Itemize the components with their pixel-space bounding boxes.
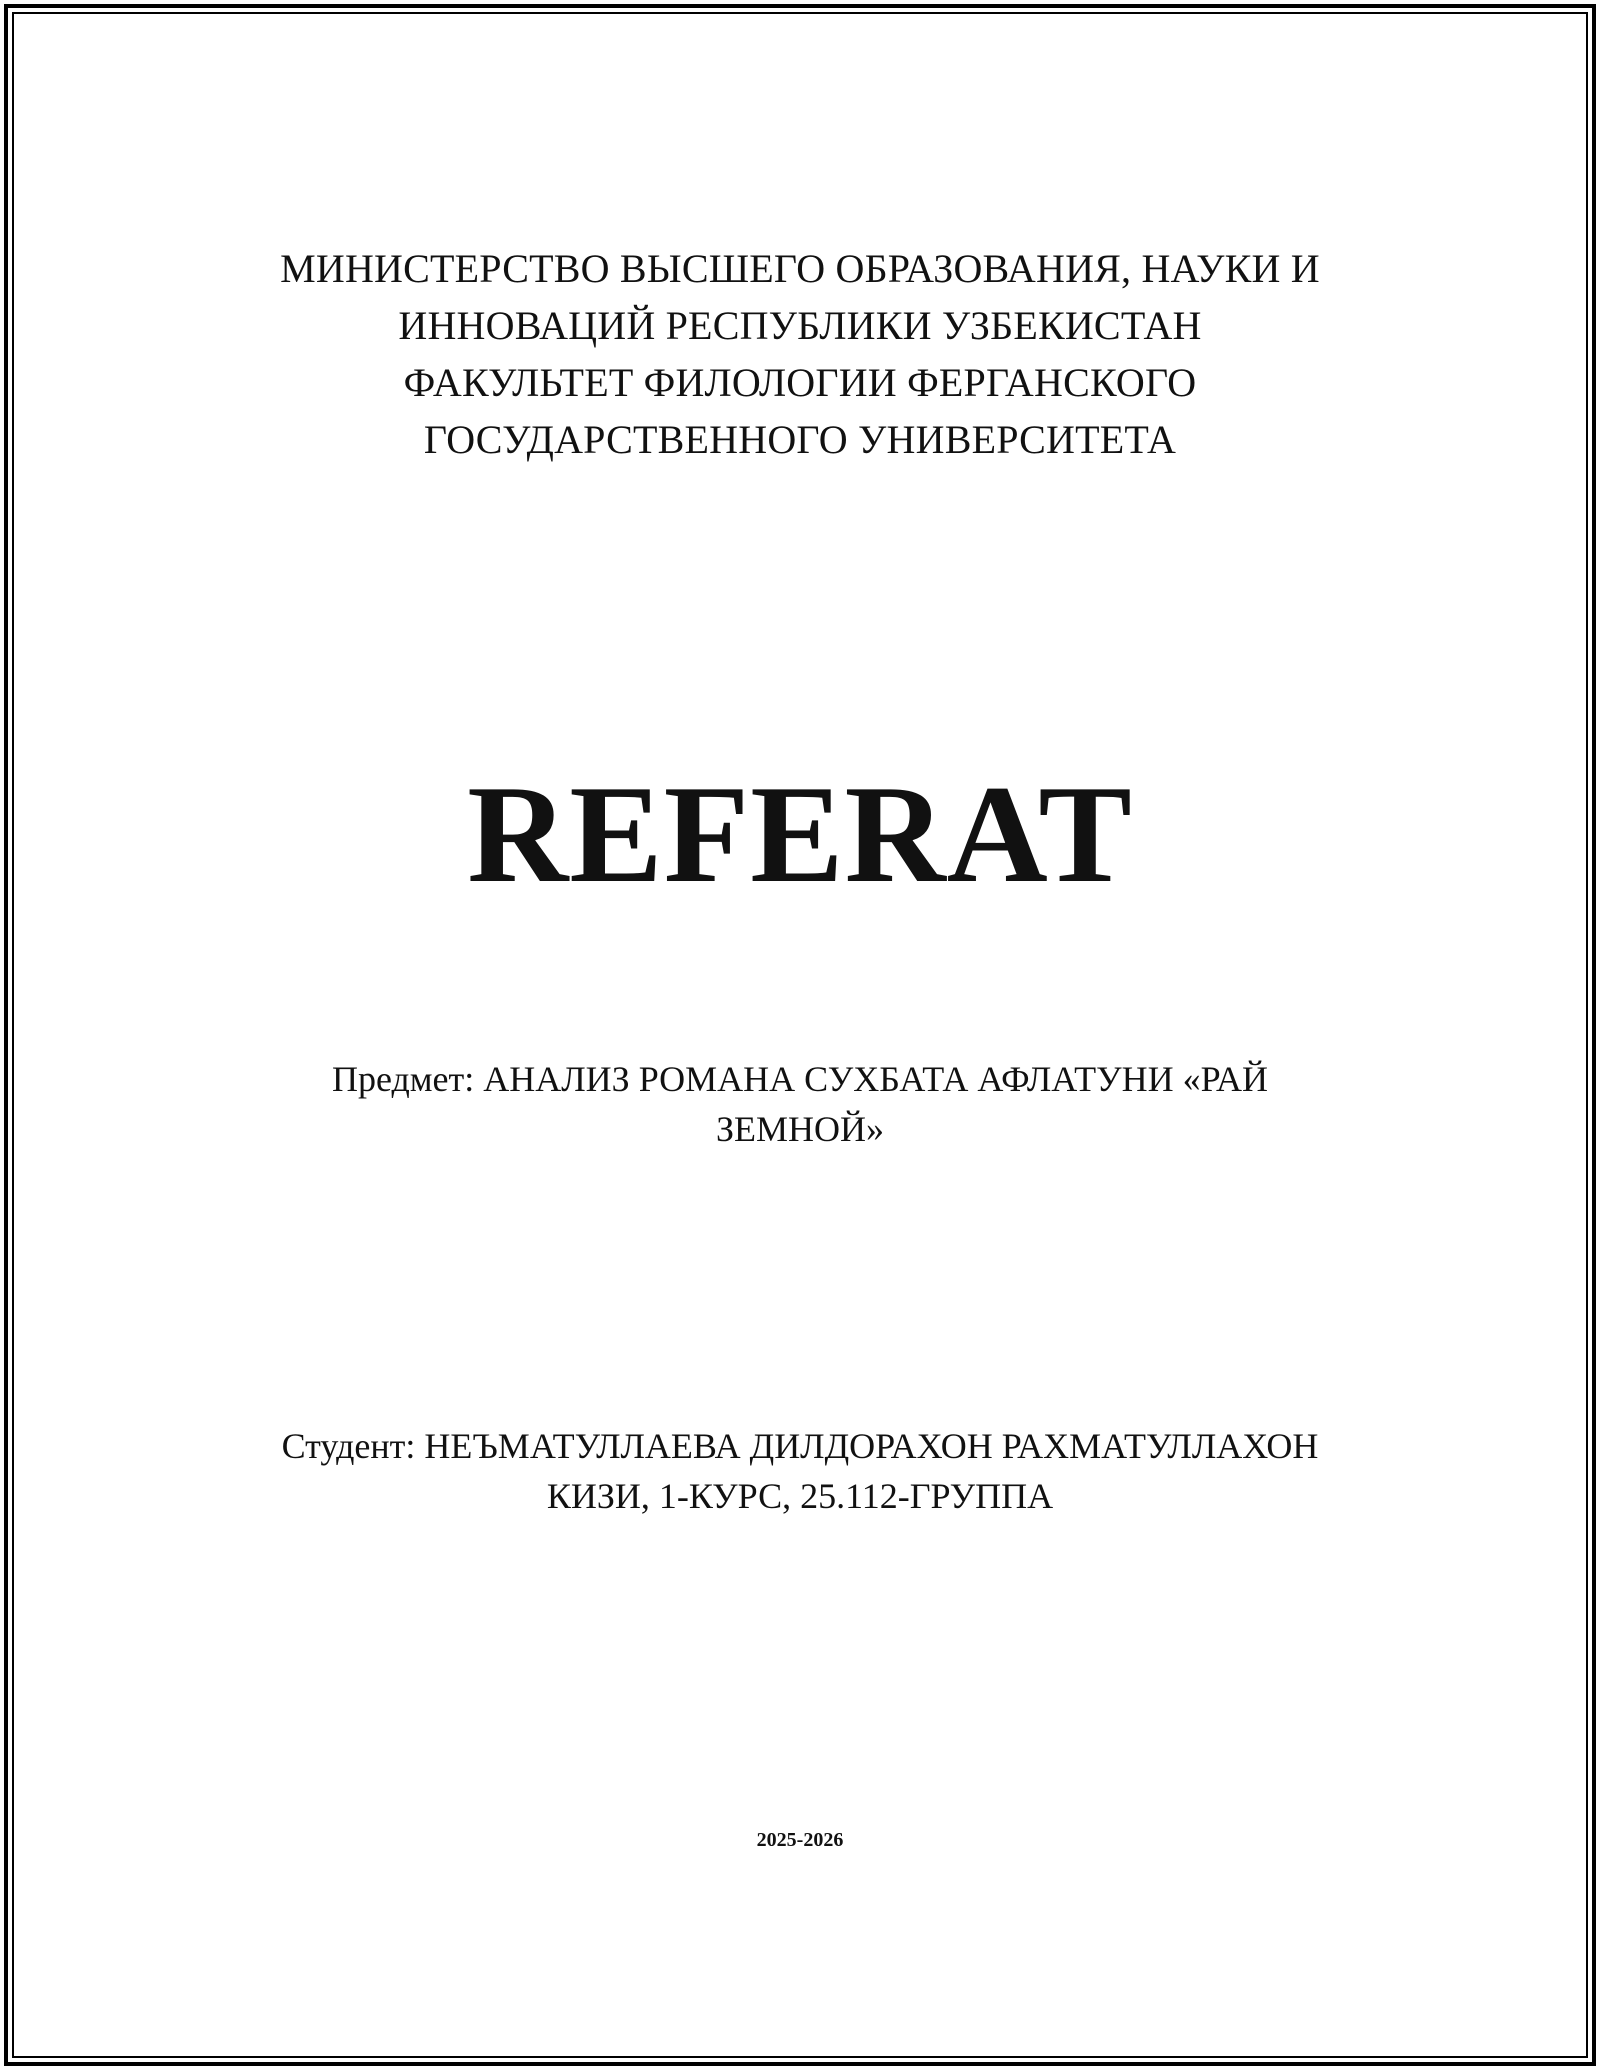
document-title: REFERAT	[467, 757, 1133, 912]
institution-header	[0, 240, 1600, 468]
institution-line-1: МИНИСТЕРСТВО ВЫСШЕГО ОБРАЗОВАНИЯ, НАУКИ И	[280, 246, 1320, 291]
institution-line-4: ГОСУДАРСТВЕННОГО УНИВЕРСИТЕТА	[423, 417, 1177, 462]
institution-line-3: ФАКУЛЬТЕТ ФИЛОЛОГИИ ФЕРГАНСКОГО	[403, 360, 1197, 405]
student-line: Студент: НЕЪМАТУЛЛАЕВА ДИЛДОРАХОН РАХМАТУЛЛАХОН КИЗИ, 1-КУРС, 25.112-ГРУППА	[281, 1426, 1319, 1516]
subject-line: Предмет: АНАЛИЗ РОМАНА СУХБАТА АФЛАТУНИ «РАЙ ЗЕМНОЙ»	[331, 1059, 1269, 1149]
academic-year: 2025-2026	[756, 1829, 844, 1851]
institution-line-2: ИННОВАЦИЙ РЕСПУБЛИКИ УЗБЕКИСТАН	[398, 303, 1202, 348]
